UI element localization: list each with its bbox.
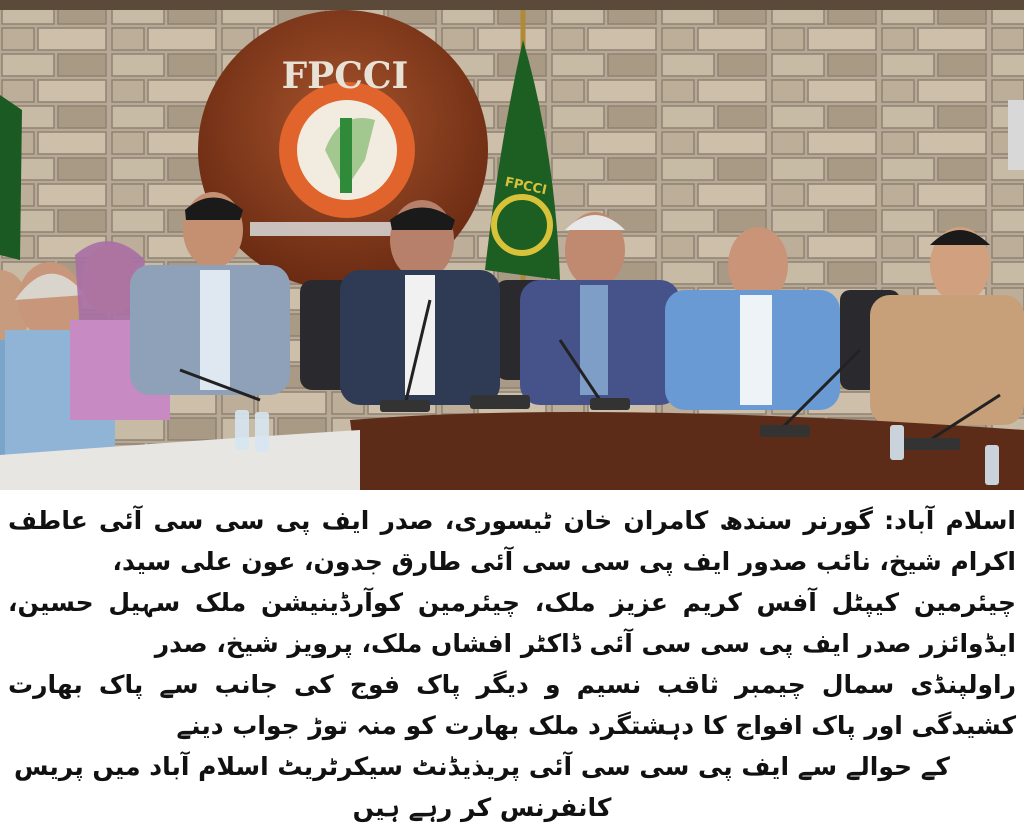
- conference-table: [350, 412, 1024, 495]
- emblem-text: FPCCI: [281, 55, 409, 97]
- left-flag: [0, 95, 22, 260]
- svg-text:FPCCI: FPCCI: [503, 174, 548, 199]
- caption-line-2: چیئرمین کیپٹل آفس کریم عزیز ملک، چیئرمین کوآرڈینیشن ملک سہیل حسین، ایڈوائزر صدر ایف پی سی سی آئی ڈاکٹر افشاں ملک، پرویز شیخ، صدر: [8, 588, 1016, 658]
- caption-line-4: کے حوالے سے ایف پی سی سی آئی پریذیڈنٹ سیکرٹریٹ اسلام آباد میں پریس کانفرنس کر رہے ہیں: [14, 752, 950, 822]
- urdu-caption: [8, 500, 1016, 822]
- caption-line-1: اسلام آباد: گورنر سندھ کامران خان ٹیسوری، صدر ایف پی سی سی آئی عاطف اکرام شیخ، نائب صدور ایف پی سی سی آئی طارق جدون، عون علی سید،: [8, 506, 1016, 576]
- caption-line-3: راولپنڈی سمال چیمبر ثاقب نسیم و دیگر پاک فوج کی جانب سے پاک بھارت کشیدگی اور پاک افواج کا دہشتگرد ملک بھارت کو منہ توڑ جواب دینے: [8, 670, 1016, 740]
